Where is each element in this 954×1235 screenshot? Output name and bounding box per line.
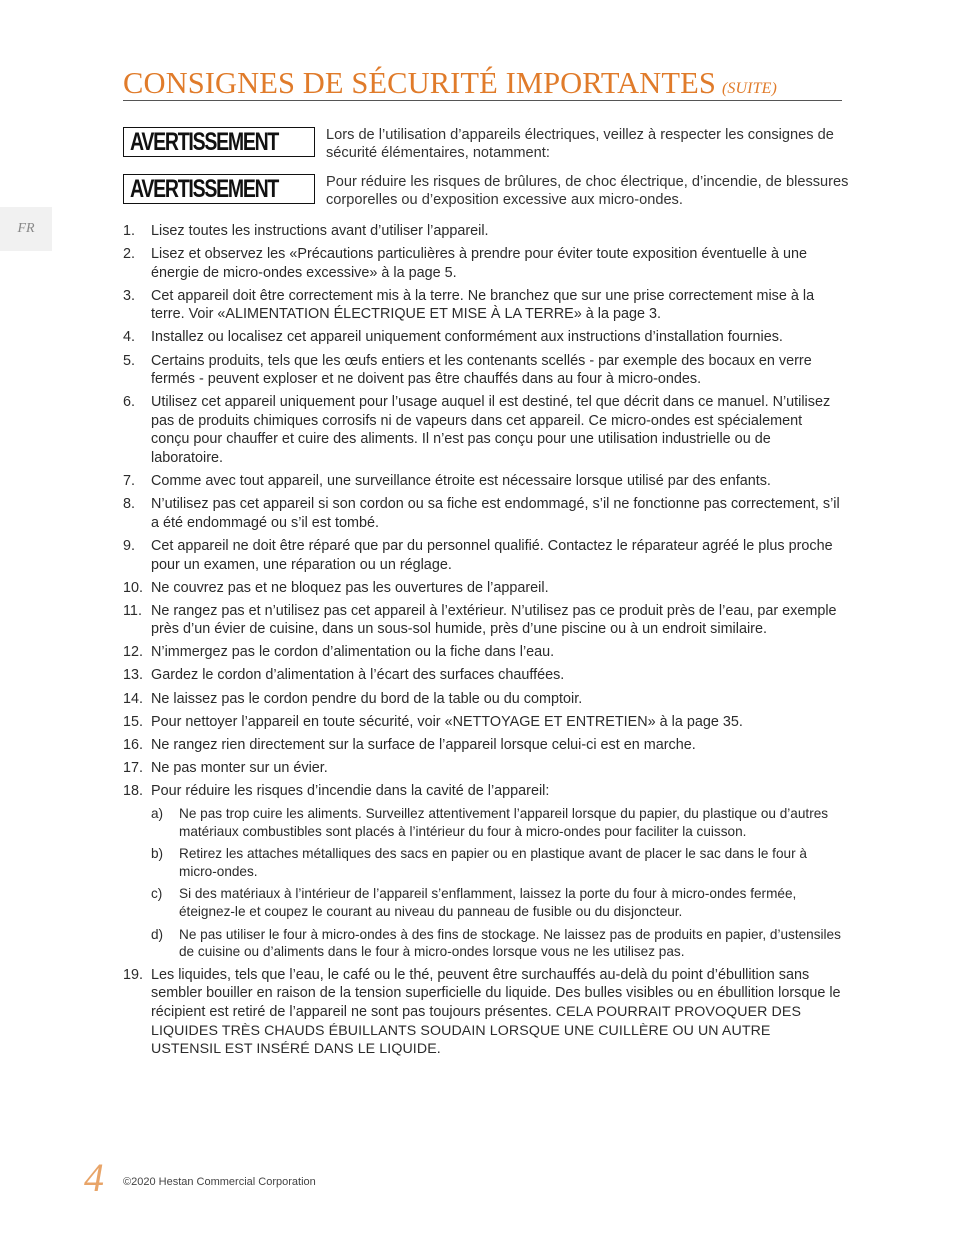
language-tab bbox=[0, 207, 52, 251]
list-item-number: 1. bbox=[123, 223, 136, 239]
list-item bbox=[123, 222, 843, 241]
list-item-number: 7. bbox=[123, 473, 136, 490]
list-item bbox=[123, 287, 843, 324]
list-item bbox=[123, 602, 843, 639]
page-title-suffix: (SUITE) bbox=[721, 80, 777, 97]
list-item-text: Certains produits, tels que les œufs entiers et les contenants scellés - par exemple des bocaux en verre fermés - peuvent exploser et ne doivent pas être chauffés dans au four à micro-ondes. bbox=[151, 352, 812, 388]
list-item bbox=[123, 782, 843, 801]
list-item-number: 15. bbox=[123, 713, 144, 730]
list-item-number: 3. bbox=[123, 287, 136, 304]
list-item-number: 12. bbox=[123, 644, 144, 661]
page-header bbox=[123, 66, 842, 101]
list-item-text: Les liquides, tels que l’eau, le café ou le thé, peuvent être surchauffés au-delà du point d’ébullition sans sembler bouiller en raison de la tension superficielle du liquide. Des bulles visibles ou en ébullition lorsque le récipient est retiré de l’appareil ne sont pas toujours présentes. bbox=[151, 966, 841, 1020]
list-item-number: 9. bbox=[123, 537, 136, 554]
sub-list-item bbox=[151, 926, 843, 961]
sub-list-item-letter: a) bbox=[151, 806, 164, 822]
list-item bbox=[123, 352, 843, 389]
list-item-number: 10. bbox=[123, 579, 144, 596]
sub-list-item-text: Retirez les attaches métalliques des sacs en papier ou en plastique avant de placer le sac dans le four à micro-ondes. bbox=[179, 846, 807, 879]
list-item bbox=[123, 713, 843, 732]
list-item bbox=[123, 472, 843, 491]
list-item-text: Lisez et observez les «Précautions particulières à prendre pour éviter toute exposition éventuelle à une énergie de micro-ondes excessive» à la page 5. bbox=[151, 246, 807, 281]
list-item-text: Ne laissez pas le cordon pendre du bord de la table ou du comptoir. bbox=[151, 690, 583, 707]
list-item-number: 4. bbox=[123, 329, 136, 346]
warning-badge bbox=[123, 174, 315, 204]
list-item bbox=[123, 393, 843, 467]
list-item-number: 13. bbox=[123, 667, 144, 684]
list-item-number: 11. bbox=[123, 602, 142, 619]
list-item bbox=[123, 579, 843, 598]
list-item-text: Pour réduire les risques d’incendie dans la cavité de l’appareil: bbox=[151, 782, 550, 799]
list-item bbox=[123, 759, 843, 778]
list-item-number: 19. bbox=[123, 966, 144, 983]
page-title-text: CONSIGNES DE SÉCURITÉ IMPORTANTES bbox=[123, 66, 716, 100]
list-item-text: Ne rangez pas et n’utilisez pas cet appareil à l’extérieur. N’utilisez pas ce produit près de l’eau, par exemple près d’un évier de cuisine, dans un sous-sol humide, près d’une piscine ou à un endroit similaire. bbox=[151, 602, 837, 638]
sub-list-item-letter: b) bbox=[151, 846, 164, 862]
list-item-text: Ne rangez rien directement sur la surface de l’appareil lorsque celui-ci est en marche. bbox=[151, 736, 696, 753]
list-item-text: Cet appareil ne doit être réparé que par du personnel qualifié. Contactez le réparateur agréé le plus proche pour un examen, une réparation ou un réglage. bbox=[151, 537, 833, 573]
list-item-text: Installez ou localisez cet appareil uniquement conformément aux instructions d’installation fournies. bbox=[151, 329, 783, 346]
list-item-text: Gardez le cordon d’alimentation à l’écart des surfaces chauffées. bbox=[151, 667, 565, 684]
warning-badge-label: AVERTISSEMENT bbox=[130, 127, 279, 156]
list-item bbox=[123, 245, 843, 282]
copyright-notice: ©2020 Hestan Commercial Corporation bbox=[123, 1176, 316, 1188]
safety-instructions-list bbox=[123, 222, 843, 1063]
list-item-warning-caps: CELA POURRAIT PROVOQUER DES LIQUIDES TRÈS CHAUDS ÉBUILLANTS SOUDAIN LORSQUE UNE CUILLÈRE OU UN AUTRE USTENSIL EST INSÉRÉ DANS LE LIQUIDE. bbox=[151, 1003, 802, 1058]
list-item bbox=[123, 328, 843, 347]
warning-text: Lors de l’utilisation d’appareils électriques, veillez à respecter les consignes de sécurité élémentaires, notamment: bbox=[326, 127, 834, 161]
list-item-number: 16. bbox=[123, 736, 144, 753]
sub-list-item bbox=[151, 885, 843, 920]
warning-badge-label: AVERTISSEMENT bbox=[130, 174, 279, 203]
list-item-number: 14. bbox=[123, 690, 144, 707]
sub-list-item-letter: d) bbox=[151, 926, 164, 942]
list-item-number: 5. bbox=[123, 352, 136, 369]
page-title bbox=[123, 66, 777, 101]
list-item-number: 18. bbox=[123, 782, 144, 799]
list-item-text: N’utilisez pas cet appareil si son cordon ou sa fiche est endommagé, s’il ne fonctionne pas correctement, s’il a été endommagé ou s’il est tombé. bbox=[151, 496, 840, 531]
list-item-text: Ne pas monter sur un évier. bbox=[151, 759, 328, 776]
list-item-number: 17. bbox=[123, 759, 144, 776]
list-item-number: 6. bbox=[123, 394, 136, 411]
sub-list-item-text: Si des matériaux à l’intérieur de l’appareil s’enflamment, laissez la porte du four à micro-ondes fermée, éteignez-le et coupez le courant au niveau du panneau de fusible ou du disjoncteur. bbox=[179, 886, 797, 919]
list-item bbox=[123, 736, 843, 755]
list-item-number: 8. bbox=[123, 496, 136, 513]
list-item-text: Lisez toutes les instructions avant d’utiliser l’appareil. bbox=[151, 223, 489, 239]
list-item-text: Cet appareil doit être correctement mis à la terre. Ne branchez que sur une prise correctement mise à la terre. Voir «ALIMENTATION ÉLECTRIQUE ET MISE À LA TERRE» à la page 3. bbox=[151, 287, 815, 323]
page-number: 4 bbox=[84, 1155, 104, 1200]
list-item-text: Ne couvrez pas et ne bloquez pas les ouvertures de l’appareil. bbox=[151, 579, 549, 596]
sub-list-item bbox=[151, 805, 843, 840]
list-item bbox=[123, 666, 843, 685]
list-item bbox=[123, 537, 843, 574]
sub-list-item-text: Ne pas utiliser le four à micro-ondes à des fins de stockage. Ne laissez pas de produits en papier, d’ustensiles de cuisine ou d’aliments dans le four à micro-ondes lorsque vous ne les utilisez pas. bbox=[179, 926, 841, 960]
list-item-text: Pour nettoyer l’appareil en toute sécurité, voir «NETTOYAGE ET ENTRETIEN» à la page 35. bbox=[151, 713, 743, 730]
list-item bbox=[123, 495, 843, 532]
sub-list-item-letter: c) bbox=[151, 886, 163, 902]
list-item bbox=[123, 966, 843, 1059]
list-item-text: Comme avec tout appareil, une surveillance étroite est nécessaire lorsque utilisé par des enfants. bbox=[151, 473, 771, 490]
language-tab-label: FR bbox=[17, 221, 35, 236]
list-item-text: Utilisez cet appareil uniquement pour l’usage auquel il est destiné, tel que décrit dans ce manuel. N’utilisez pas de produits chimiques corrosifs ni de vapeurs dans cet appareil. Ce micro-ondes est spécialement conçu pour chauffer et cuire des aliments. Il n’est pas conçu pour une utilisation industrielle ou de laboratoire. bbox=[151, 394, 831, 467]
sub-list-item-text: Ne pas trop cuire les aliments. Surveillez attentivement l’appareil lorsque du papier, du plastique ou d’autres matériaux combustibles sont placés à l’intérieur du four à micro-ondes pour faciliter la cuisson. bbox=[179, 806, 829, 839]
warning-text: Pour réduire les risques de brûlures, de choc électrique, d’incendie, de blessures corporelles ou d’exposition excessive aux micro-ondes. bbox=[326, 174, 849, 208]
warning-badge bbox=[123, 127, 315, 157]
sub-list-item bbox=[151, 845, 843, 880]
list-item bbox=[123, 690, 843, 709]
list-item bbox=[123, 643, 843, 662]
list-item-number: 2. bbox=[123, 246, 136, 263]
list-item-text: N’immergez pas le cordon d’alimentation ou la fiche dans l’eau. bbox=[151, 644, 555, 661]
